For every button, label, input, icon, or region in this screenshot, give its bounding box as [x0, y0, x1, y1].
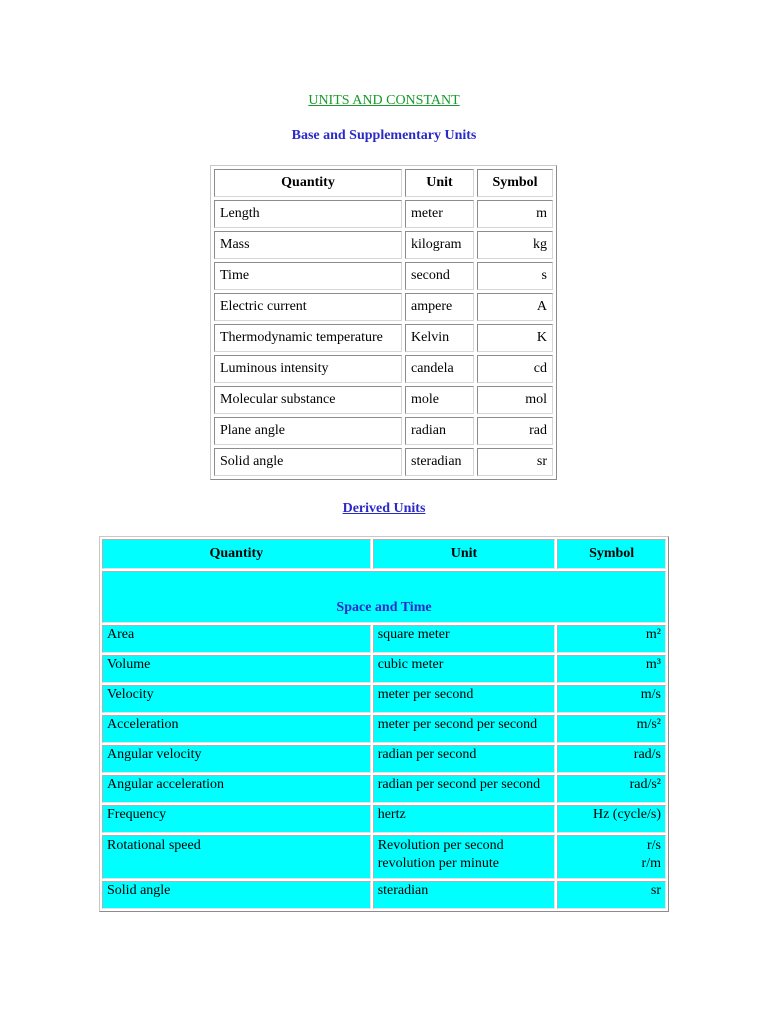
symbol-cell: m³: [557, 655, 666, 683]
quantity-cell: Thermodynamic temperature: [214, 324, 402, 352]
table-row: [102, 685, 666, 713]
page-title[interactable]: UNITS AND CONSTANT: [308, 93, 460, 108]
base-table-header-row: [214, 169, 553, 197]
base-header-symbol: Symbol: [477, 169, 553, 197]
base-header-quantity: Quantity: [214, 169, 402, 197]
symbol-cell: sr: [557, 881, 666, 909]
unit-cell: steradian: [405, 448, 474, 476]
quantity-cell: Acceleration: [102, 715, 371, 743]
quantity-cell: Frequency: [102, 805, 371, 833]
unit-cell: meter per second: [373, 685, 556, 713]
symbol-cell: m/s²: [557, 715, 666, 743]
unit-cell: candela: [405, 355, 474, 383]
quantity-cell: Velocity: [102, 685, 371, 713]
symbol-line-2: r/m: [641, 856, 661, 871]
quantity-cell: Solid angle: [214, 448, 402, 476]
table-row: [102, 775, 666, 803]
table-row: [102, 715, 666, 743]
quantity-cell: Mass: [214, 231, 402, 259]
unit-cell: radian per second per second: [373, 775, 556, 803]
symbol-cell: m²: [557, 625, 666, 653]
unit-cell: square meter: [373, 625, 556, 653]
table-row: [102, 881, 666, 909]
unit-cell: hertz: [373, 805, 556, 833]
derived-header-symbol: Symbol: [557, 539, 666, 569]
base-units-heading: Base and Supplementary Units: [291, 128, 477, 143]
quantity-cell: Time: [214, 262, 402, 290]
table-row: [214, 324, 553, 352]
unit-cell: ampere: [405, 293, 474, 321]
base-header-unit: Unit: [405, 169, 474, 197]
symbol-cell: K: [477, 324, 553, 352]
symbol-cell: cd: [477, 355, 553, 383]
symbol-cell: kg: [477, 231, 553, 259]
table-row: [214, 293, 553, 321]
symbol-cell: mol: [477, 386, 553, 414]
unit-cell: steradian: [373, 881, 556, 909]
unit-cell: second: [405, 262, 474, 290]
symbol-cell: Hz (cycle/s): [557, 805, 666, 833]
symbol-line-1: r/s: [647, 838, 661, 853]
derived-units-heading[interactable]: Derived Units: [342, 501, 426, 516]
derived-header-quantity: Quantity: [102, 539, 371, 569]
table-row: [214, 417, 553, 445]
quantity-cell: Rotational speed: [102, 835, 371, 879]
derived-units-table: [99, 536, 669, 912]
unit-cell: kilogram: [405, 231, 474, 259]
table-row: [214, 386, 553, 414]
quantity-cell: Volume: [102, 655, 371, 683]
unit-cell: meter: [405, 200, 474, 228]
unit-cell: meter per second per second: [373, 715, 556, 743]
table-row: [214, 355, 553, 383]
section-title-space-and-time: Space and Time: [102, 571, 666, 623]
unit-cell: cubic meter: [373, 655, 556, 683]
symbol-cell: A: [477, 293, 553, 321]
quantity-cell: Angular velocity: [102, 745, 371, 773]
table-row: [102, 835, 666, 879]
quantity-cell: Angular acceleration: [102, 775, 371, 803]
quantity-cell: Electric current: [214, 293, 402, 321]
quantity-cell: Area: [102, 625, 371, 653]
table-row: [102, 655, 666, 683]
quantity-cell: Molecular substance: [214, 386, 402, 414]
table-row: [214, 200, 553, 228]
symbol-cell: sr: [477, 448, 553, 476]
symbol-cell: rad/s: [557, 745, 666, 773]
table-row: [102, 625, 666, 653]
quantity-cell: Plane angle: [214, 417, 402, 445]
derived-table-header-row: [102, 539, 666, 569]
symbol-cell: s: [477, 262, 553, 290]
table-row: [214, 231, 553, 259]
derived-header-unit: Unit: [373, 539, 556, 569]
base-units-table: [210, 165, 557, 480]
symbol-cell: rad/s²: [557, 775, 666, 803]
quantity-cell: Solid angle: [102, 881, 371, 909]
table-row: [102, 805, 666, 833]
symbol-cell: rad: [477, 417, 553, 445]
unit-cell: Kelvin: [405, 324, 474, 352]
section-row: [102, 571, 666, 623]
unit-cell: radian per second: [373, 745, 556, 773]
table-row: [214, 448, 553, 476]
symbol-cell: [557, 835, 666, 879]
table-row: [102, 745, 666, 773]
symbol-cell: m/s: [557, 685, 666, 713]
unit-cell: radian: [405, 417, 474, 445]
symbol-cell: m: [477, 200, 553, 228]
quantity-cell: Luminous intensity: [214, 355, 402, 383]
unit-line-1: Revolution per second: [377, 838, 504, 853]
unit-cell: [373, 835, 556, 879]
quantity-cell: Length: [214, 200, 402, 228]
unit-line-2: revolution per minute: [377, 856, 500, 871]
unit-cell: mole: [405, 386, 474, 414]
table-row: [214, 262, 553, 290]
